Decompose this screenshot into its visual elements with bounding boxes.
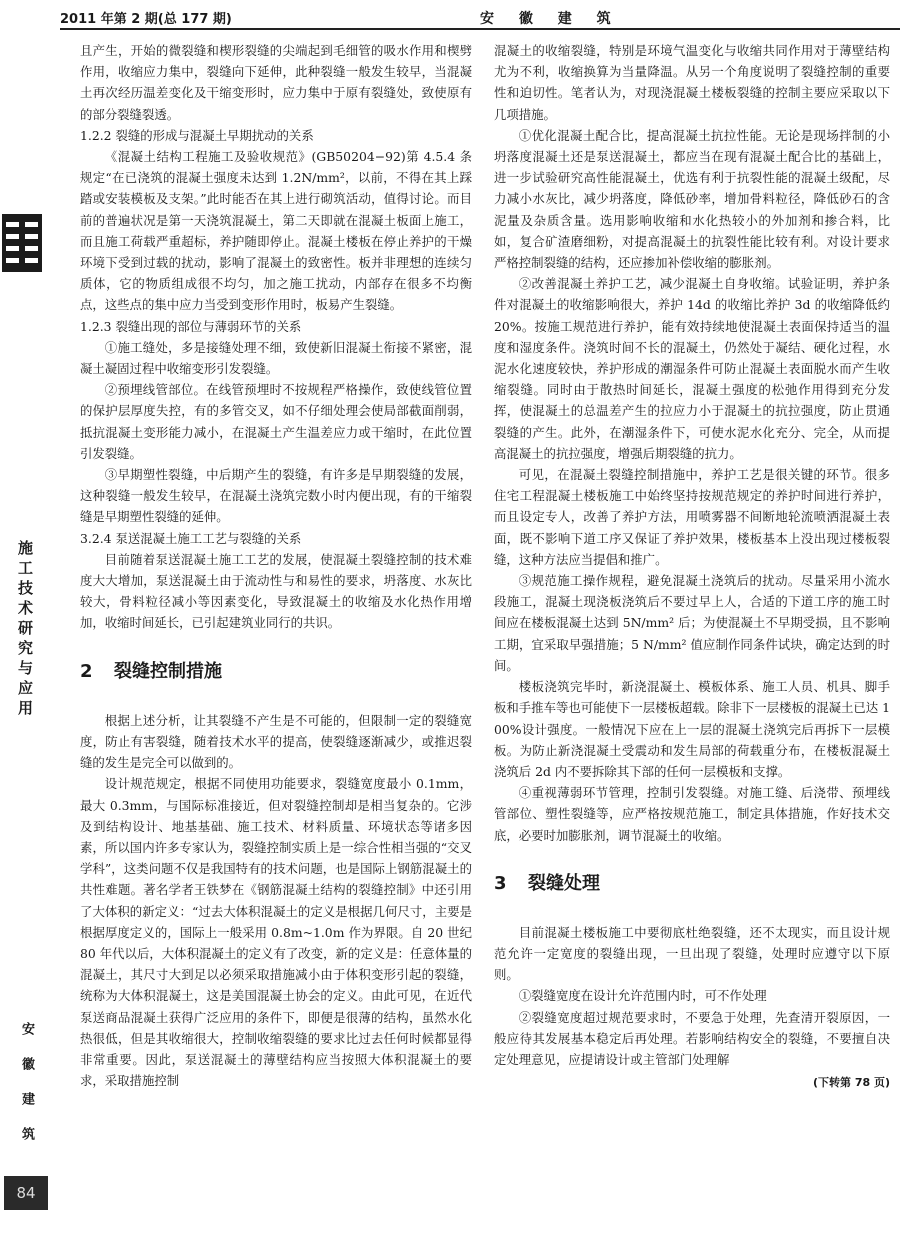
paragraph: ②预埋线管部位。在线管预埋时不按规程严格操作，致使线管位置的保护层厚度失控，有的多管交叉，如不仔细处理会使局部截面削弱，抵抗混凝土变形能力减小，在混凝土产生温差应力或干缩时，在此位置引发裂缝。 <box>80 382 472 461</box>
paragraph: ②改善混凝土养护工艺，减少混凝土自身收缩。试验证明，养护条件对混凝土的收缩影响很大，养护 14d 的收缩比养护 3d 的收缩降低约 20%。按施工规范进行养护，能有效持续地使混凝土表面保持适当的温度和湿度条件。浇筑时间不长的混凝土，仍然处于凝结、硬化过程，水泥水化速度较快，养护形成的潮湿条件可防止混凝土表面脱水而产生收缩裂缝。同时由于散热时间延长，混凝土强度的松弛作用得到充分发挥，使混凝土的总温差产生的拉应力小于混凝土的抗拉强度，防止贯通裂缝的产生。此外，在潮湿条件下，可使水泥水化充分、完全，从而提高混凝土的抗拉强度，增强后期裂缝的抗力。 <box>494 276 890 461</box>
paragraph: 设计规范规定，根据不同使用功能要求，裂缝宽度最小 0.1mm，最大 0.3mm，与国际标准接近，但对裂缝控制却是相当复杂的。它涉及到结构设计、地基基础、施工技术、材料质量、环境状态等诸多因素，所以国内许多专家认为，裂缝控制实质上是一综合性相当强的“交叉学科”，这类问题不仅是我国特有的技术问题，也是国际上钢筋混凝土的共性难题。著名学者王铁梦在《钢筋混凝土结构的裂缝控制》中还引用了大体积的新定义：“过去大体积混凝土的定义是根据几何尺寸，主要是根据厚度定义的，国际上一般采用 0.8m~1.0m 作为界限。自 20 世纪 80 年代以后，大体积混凝土的定义有了改变，新的定义是：任意体量的混凝土，其尺寸大到足以必须采取措施减小由于体积变形引起的裂缝，统称为大体积混凝土，这是美国混凝土协会的定义。由此可见，在近代泵送商品混凝土获得广泛应用的条件下，即便是很薄的结构，虽然水化热很低，但是其收缩很大，控制收缩裂缝的要求比过去任何时候都显得非常重要。因此，泵送混凝土的薄壁结构应当按照大体积混凝土的要求，采取措施控制 <box>80 776 472 1089</box>
paragraph: ①优化混凝土配合比，提高混凝土抗拉性能。无论是现场拌制的小坍落度混凝土还是泵送混凝土，都应当在现有混凝土配合比的基础上，进一步试验研究高性能混凝土，优选有利于抗裂性能的混凝土级配，尽力减小水灰比，减少坍落度，降低砂率，增加骨料粒径，降低砂石的含泥量及杂质含量。选用影响收缩和水化热较小的外加剂和掺合料，比如，复合矿渣磨细粉，对提高混凝土的抗裂性能比较有利。对设计要求严格控制裂缝的结构，还应掺加补偿收缩的膨胀剂。 <box>494 127 890 271</box>
subsection-heading: 1.2.2 裂缝的形成与混凝土早期扰动的关系 <box>80 127 314 143</box>
right-column <box>494 40 890 1093</box>
paragraph: ①裂缝宽度在设计允许范围内时，可不作处理 <box>518 988 767 1004</box>
paragraph: 且产生，开始的微裂缝和楔形裂缝的尖端起到毛细管的吸水作用和楔劈作用，收缩应力集中，裂缝向下延伸，此种裂缝一般发生较早，当混凝土再次经历温差变化及干缩变形时，应力集中于原有裂缝处，致使原有的部分裂缝裂透。 <box>80 43 472 122</box>
section-logo-icon <box>2 214 42 272</box>
paragraph: 目前随着泵送混凝土施工工艺的发展，使混凝土裂缝控制的技术难度大大增加，泵送混凝土由于流动性与和易性的要求，坍落度、水灰比较大，骨料粒径减小等因素变化，导致混凝土的收缩及水化热作用增加，收缩时间延长，已引起建筑业同行的共识。 <box>80 551 472 631</box>
paragraph: 目前混凝土楼板施工中要彻底杜绝裂缝，还不太现实，而且设计规范允许一定宽度的裂缝出现，一旦出现了裂缝，处理时应遵守以下原则。 <box>494 924 890 983</box>
paragraph: 《混凝土结构工程施工及验收规范》(GB50204−92)第 4.5.4 条规定“在已浇筑的混凝土强度未达到 1.2N/mm²，以前，不得在其上踩踏或安装模板及支架。”此时能否在其上进行砌筑活动，值得讨论。而目前的普遍状况是第一天浇筑混凝土，第二天即就在混凝土板面上施工，而且施工荷载严重超标，养护随即停止。混凝土楼板在停止养护的干燥环境下受到过载的扰动，影响了混凝土的致密性。板并非理想的连续匀质体，它的物质组成很不均匀，加之施工扰动，内部存在很多不均衡点，这些点的集中应力当受到变形作用时，板易产生裂缝。 <box>80 149 472 313</box>
left-column <box>80 40 472 1091</box>
paragraph: ③规范施工操作规程，避免混凝土浇筑后的扰动。尽量采用小流水段施工，混凝土现浇板浇筑后不要过早上人，合适的下道工序的施工时间应在楼板混凝土达到 5N/mm² 后；为使混凝土不早期受损，且不影响工期，宜采取早强措施；5 N/mm² 值应制作同条件试块，确定达到的时间。 <box>494 573 890 673</box>
issue-label: 2011 年第 2 期(总 177 期) <box>60 12 232 27</box>
paragraph: ②裂缝宽度超过规范要求时，不要急于处理，先查清开裂原因，一般应待其发展基本稳定后再处理。若影响结构安全的裂缝，不要擅自决定处理意见，应提请设计或主管部门处理解 <box>494 1009 890 1067</box>
page-header <box>60 8 900 34</box>
subsection-heading: 3.2.4 泵送混凝土施工工艺与裂缝的关系 <box>80 530 302 546</box>
paragraph: 楼板浇筑完毕时，新浇混凝土、模板体系、施工人员、机具、脚手板和手推车等也可能使下一层楼板超载。除非下一层楼板的混凝土已达 100%设计强度。一般情况下应在上一层的混凝土浇筑完后再拆下一层模板。为防止新浇混凝土受震动和发生局部的荷载重分布，在楼板混凝土浇筑后 2d 内不要拆除其下部的任何一层模板和支撑。 <box>494 679 890 779</box>
section-title: 裂缝控制措施 <box>114 660 222 682</box>
section-number: 3 <box>494 872 507 894</box>
publication-side-label: 安徽建筑 <box>19 1022 34 1162</box>
header-divider <box>60 28 900 30</box>
section-heading <box>80 658 472 686</box>
section-number: 2 <box>80 660 93 682</box>
paragraph: ④重视薄弱环节管理，控制引发裂缝。对施工缝、后浇带、预埋线管部位、塑性裂缝等，应严格按规范施工，制定具体措施，作好技术交底，必要时加膨胀剂，调节混凝土的收缩。 <box>494 785 890 843</box>
paragraph: 根据上述分析，让其裂缝不产生是不可能的，但限制一定的裂缝宽度，防止有害裂缝，随着技术水平的提高，使裂缝逐渐减少，或推迟裂缝的发生是完全可以做到的。 <box>80 712 472 771</box>
section-heading <box>494 870 890 898</box>
paragraph: 混凝土的收缩裂缝，特别是环境气温变化与收缩共同作用对于薄壁结构尤为不利，收缩换算为当量降温。从另一个角度说明了裂缝控制的重要性和迫切性。笔者认为，对现浇混凝土楼板裂缝的控制主要应采取以下几项措施。 <box>494 43 890 122</box>
continued-note: (下转第 78 页) <box>812 1076 890 1090</box>
paragraph: 可见，在混凝土裂缝控制措施中，养护工艺是很关键的环节。很多住宅工程混凝土楼板施工中始终坚持按规范规定的养护时间进行养护，而且设定专人，改善了养护方法，用喷雾器不间断地轮流喷洒混凝土表面，既不影响下道工序又保证了养护效果，楼板基本上没出现过楼板裂缝，这种方法应当提倡和推广。 <box>494 467 890 567</box>
paragraph: ①施工缝处，多是接缝处理不细，致使新旧混凝土衔接不紧密，混凝土凝固过程中收缩变形引发裂缝。 <box>80 339 472 377</box>
journal-title: 安 徽 建 筑 <box>480 11 621 27</box>
page-number: 84 <box>4 1176 48 1210</box>
section-side-label: 施工技术研究与应用 <box>16 540 34 720</box>
subsection-heading: 1.2.3 裂缝出现的部位与薄弱环节的关系 <box>80 318 302 334</box>
section-title: 裂缝处理 <box>528 872 600 894</box>
paragraph: ③早期塑性裂缝，中后期产生的裂缝，有许多是早期裂缝的发展，这种裂缝一般发生较早，在混凝土浇筑完数小时内便出现，有的干缩裂缝是早期塑性裂缝的延伸。 <box>80 467 472 525</box>
